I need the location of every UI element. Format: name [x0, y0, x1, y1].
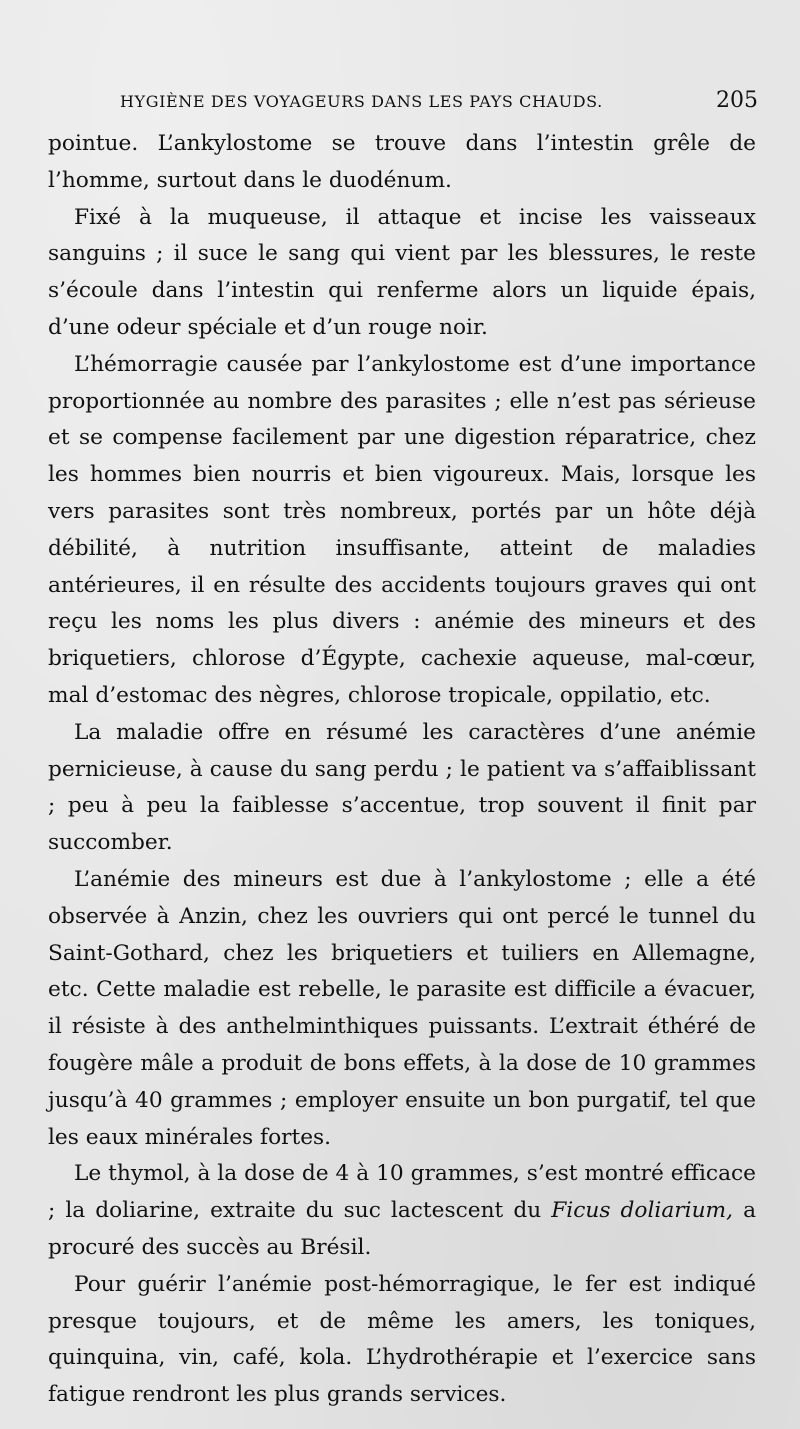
paragraph-text-start: Le thymol, à la dose de 4 à 10 grammes, s’est montré efficace ; la doliarine, extraite du suc lactescent du [48, 1161, 756, 1224]
page-header [120, 88, 758, 118]
body-text [48, 126, 756, 1414]
paragraph: Fixé à la muqueuse, il attaque et incise les vaisseaux sanguins ; il suce le sang qui vient par les blessures, le reste s’écoule dans l’intestin qui renferme alors un liquide épais, d’une odeur spéciale et d’un rouge noir. [48, 204, 756, 340]
paragraph: La maladie offre en résumé les caractères d’une anémie pernicieuse, à cause du sang perdu ; le patient va s’affaiblissant ; peu à peu la faiblesse s’accentue, trop souvent il finit par succomber. [48, 719, 756, 856]
paragraph: L’anémie des mineurs est due à l’ankylostome ; elle a été observée à Anzin, chez les ouvriers qui ont percé le tunnel du Saint-Gothard, chez les briquetiers et tuiliers en Allemagne, etc. Cette maladie est rebelle, le parasite est difficile a évacuer, il résiste à des anthelminthiques puissants. L’extrait éthéré de fougère mâle a produit de bons effets, à la dose de 10 grammes jusqu’à 40 grammes ; employer ensuite un bon purgatif, tel que les eaux minérales fortes. [48, 866, 756, 1150]
paragraph-continued: pointue. L’ankylostome se trouve dans l’intestin grêle de l’homme, surtout dans le duodénum. [48, 131, 756, 193]
latin-species-name: Ficus doliarium, [551, 1198, 734, 1224]
paragraph: L’hémorragie causée par l’ankylostome est d’une importance proportionnée au nombre des parasites ; elle n’est pas sérieuse et se compense facilement par une digestion réparatrice, chez les hommes bien nourris et bien vigoureux. Mais, lorsque les vers parasites sont très nombreux, portés par un hôte déjà débilité, à nutrition insuffisante, atteint de maladies antérieures, il en résulte des accidents toujours graves qui ont reçu les noms les plus divers : anémie des mineurs et des briquetiers, chlorose d’Égypte, cachexie aqueuse, mal-cœur, mal d’estomac des nègres, chlorose tropicale, oppilatio, etc. [48, 351, 756, 708]
paragraph-with-latin-name [48, 1156, 756, 1266]
page-number: 205 [716, 88, 758, 113]
paragraph: Pour guérir l’anémie post-hémorragique, le fer est indiqué presque toujours, et de même les amers, les toniques, quinquina, vin, café, kola. L’hydrothérapie et l’exercice sans fatigue rendront les plus grands services. [48, 1271, 756, 1408]
paragraph-text-end: a procuré des succès au Brésil. [48, 1198, 757, 1260]
running-title: HYGIÈNE DES VOYAGEURS DANS LES PAYS CHAUDS. [120, 92, 603, 111]
